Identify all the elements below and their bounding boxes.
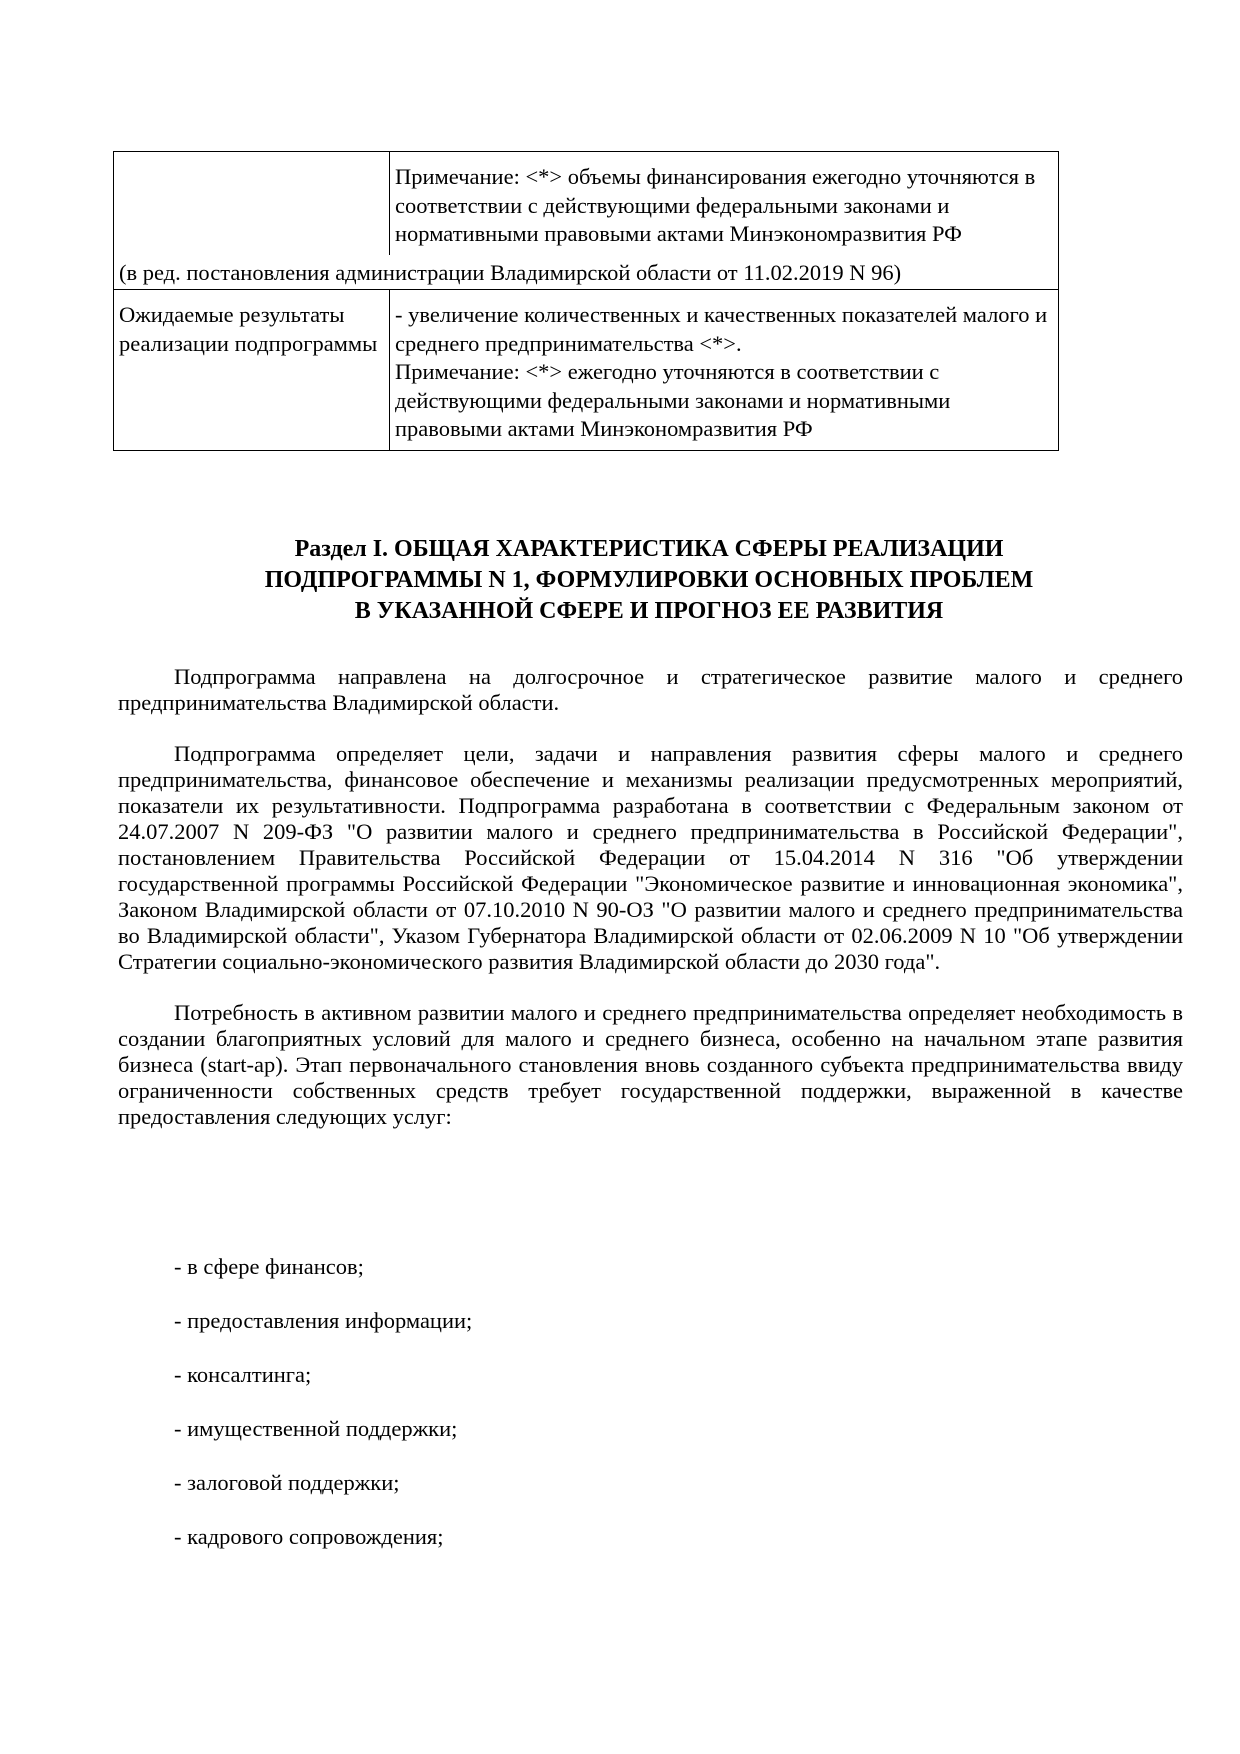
paragraph-needs: Потребность в активном развитии малого и среднего предпринимательства определяет необходимость в создании благоприятных условий для малого и среднего бизнеса, особенно на начальном этапе развития бизнеса (start-ap). Этап первоначального становления вновь созданного субъекта предпринимательства ввиду ограниченности собственных средств требует государственной поддержки, выраженной в качестве предоставления следующих услуг: (118, 1000, 1183, 1129)
amendment-row (114, 255, 1059, 290)
list-item: - имущественной поддержки; (174, 1416, 458, 1441)
list-item: - залоговой поддержки; (174, 1470, 400, 1495)
expected-results-text: - увеличение количественных и качественных показателей малого и среднего предпринимательства <*>. (395, 302, 1048, 356)
section-heading-line: ПОДПРОГРАММЫ N 1, ФОРМУЛИРОВКИ ОСНОВНЫХ ПРОБЛЕМ (264, 567, 1034, 593)
amendment-note: (в ред. постановления администрации Владимирской области от 11.02.2019 N 96) (114, 255, 1059, 290)
expected-results-value (390, 290, 1059, 451)
paragraph-purpose: Подпрограмма направлена на долгосрочное и стратегическое развитие малого и среднего предпринимательства Владимирской области. (118, 664, 1183, 715)
list-item: - предоставления информации; (174, 1308, 473, 1333)
empty-label-cell (114, 152, 390, 255)
section-heading-line: В УКАЗАННОЙ СФЕРЕ И ПРОГНОЗ ЕЕ РАЗВИТИЯ (354, 598, 944, 624)
expected-results-row (114, 290, 1059, 451)
expected-results-note: Примечание: <*> ежегодно уточняются в соответствии с действующими федеральными законами и нормативными правовыми актами Минэкономразвития РФ (395, 359, 951, 441)
financing-note-row (114, 152, 1059, 255)
section-heading (113, 534, 1185, 627)
services-list (118, 1254, 1183, 1578)
expected-results-label: Ожидаемые результаты реализации подпрограммы (114, 290, 390, 451)
section-heading-line: Раздел I. ОБЩАЯ ХАРАКТЕРИСТИКА СФЕРЫ РЕАЛИЗАЦИИ (294, 536, 1004, 562)
subprogram-passport-table (113, 151, 1059, 451)
list-item: - кадрового сопровождения; (174, 1524, 444, 1549)
paragraph-legal-basis: Подпрограмма определяет цели, задачи и направления развития сферы малого и среднего предпринимательства, финансовое обеспечение и механизмы реализации предусмотренных мероприятий, показатели их результативности. Подпрограмма разработана в соответствии с Федеральным законом от 24.07.2007 N 209-ФЗ "О развитии малого и среднего предпринимательства в Российской Федерации", постановлением Правительства Российской Федерации от 15.04.2014 N 316 "Об утверждении государственной программы Российской Федерации "Экономическое развитие и инновационная экономика", Законом Владимирской области от 07.10.2010 N 90-ОЗ "О развитии малого и среднего предпринимательства во Владимирской области", Указом Губернатора Владимирской области от 02.06.2009 N 10 "Об утверждении Стратегии социально-экономического развития Владимирской области до 2030 года". (118, 741, 1183, 974)
list-item: - в сфере финансов; (174, 1254, 364, 1279)
financing-note-cell: Примечание: <*> объемы финансирования ежегодно уточняются в соответствии с действующими федеральными законами и нормативными правовыми актами Минэкономразвития РФ (390, 152, 1059, 255)
list-item: - консалтинга; (174, 1362, 312, 1387)
body-text (118, 664, 1183, 1155)
